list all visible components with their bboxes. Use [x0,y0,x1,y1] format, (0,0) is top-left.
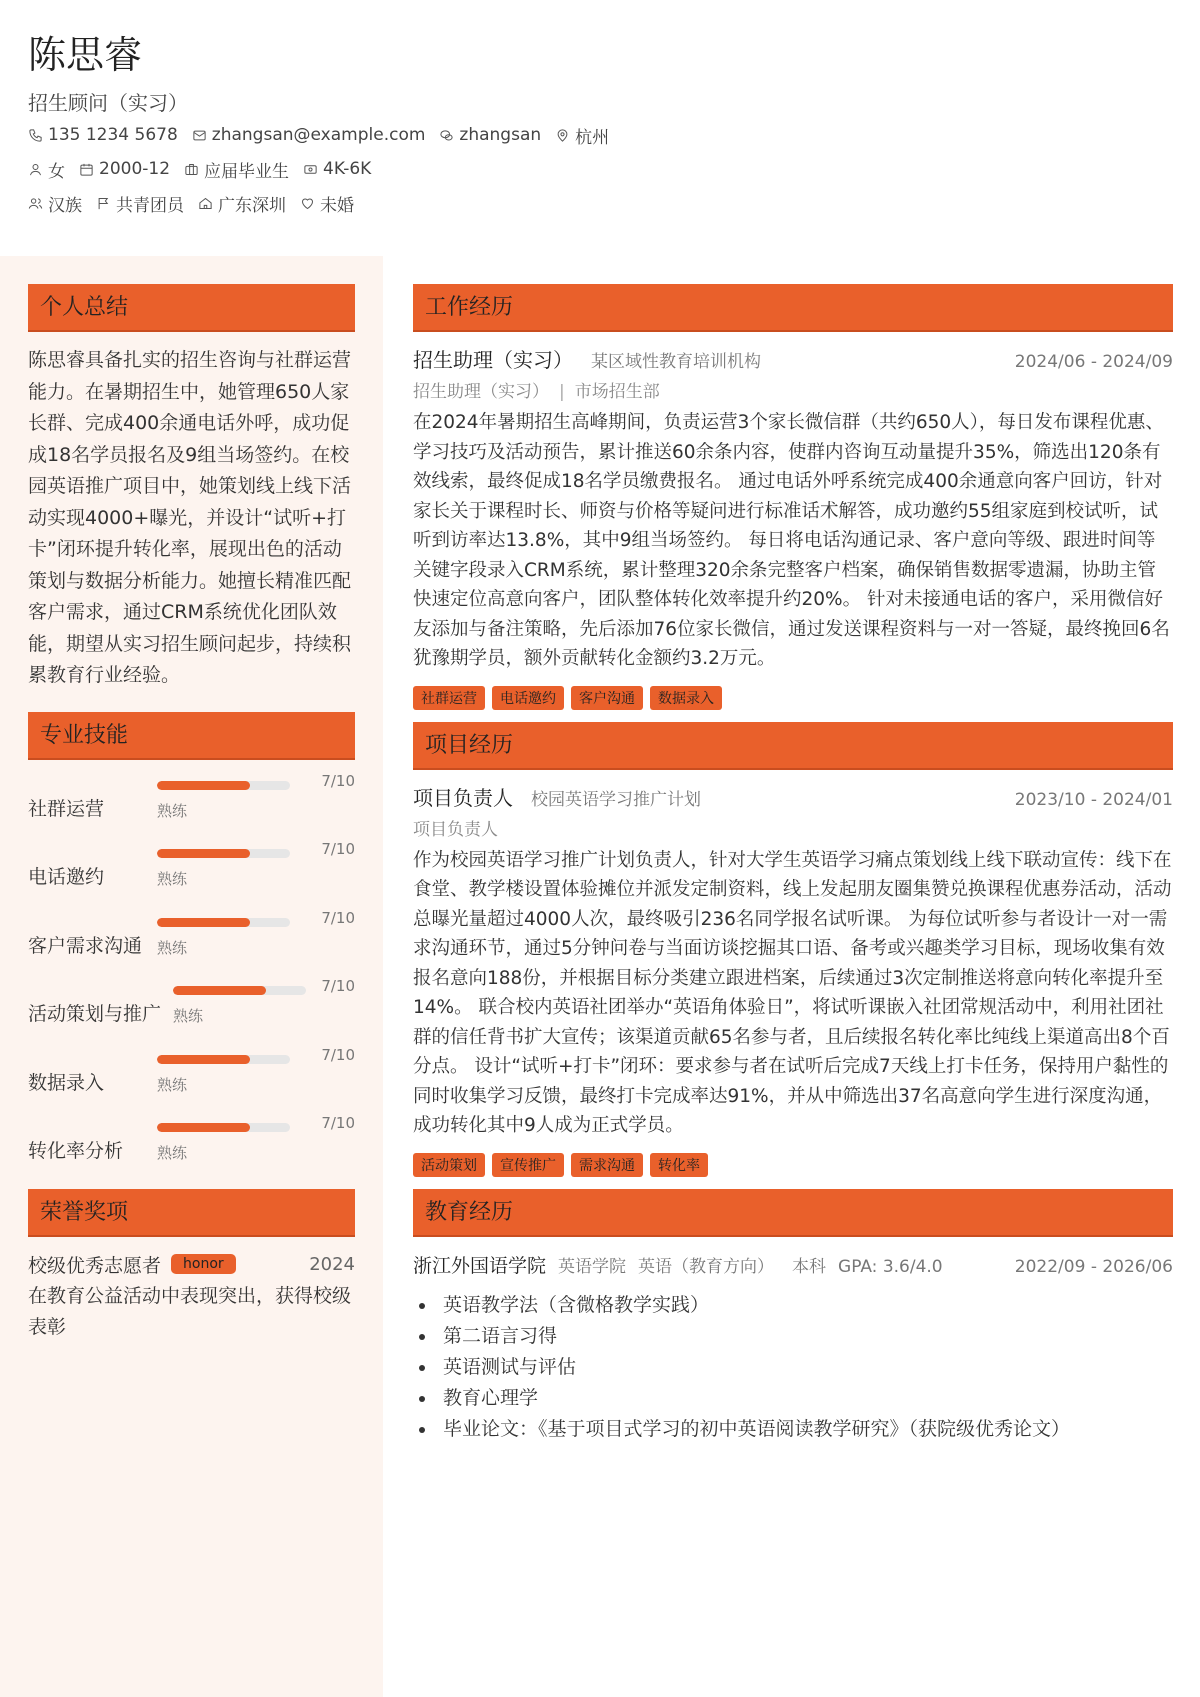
email-item [192,125,426,145]
honors-heading: 荣誉奖项 [28,1189,355,1237]
city-item [555,123,609,148]
course-list [413,1290,1173,1445]
skill-level: 熟练 [157,1144,188,1162]
major-name: 英语（教育方向） [638,1256,775,1277]
honor-title: 校级优秀志愿者 [28,1254,162,1277]
summary-text: 陈思睿具备扎实的招生咨询与社群运营能力。在暑期招生中，她管理650人家长群、完成400余通电话外呼，成功促成18名学员报名及9组当场签约。在校园英语推广项目中，她策划线上线下活动实现4000+曝光，并设计“试听+打卡”闭环提升转化率，展现出色的活动策划与数据分析能力。她擅长精准匹配客户需求，通过CRM系统优化团队效能，期望从实习招生顾问起步，持续积累教育行业经验。 [28,349,352,686]
group-icon [28,196,43,211]
home-icon [198,196,213,211]
project-heading: 项目经历 [413,722,1173,770]
skill-name: 转化率分析 [28,1140,124,1162]
honor-item [28,1251,355,1278]
work-sub-dept: 市场招生部 [574,382,660,402]
background-line [28,186,1178,220]
course-item: 教育心理学 [413,1383,1173,1414]
mail-icon [192,128,207,143]
phone-icon [28,128,43,143]
hometown-item [198,191,286,216]
skill-progress-fill [173,986,266,995]
email-text: zhangsan@example.com [211,125,426,145]
degree-name: 本科 [792,1256,827,1277]
project-description: 作为校园英语学习推广计划负责人，针对大学生英语学习痛点策划线上线下联动宣传：线下在食堂、教学楼设置体验摊位并派发定制资料，线上发起朋友圈集赞兑换课程优惠券活动，活动总曝光量超过4000人次，最终吸引236名同学报名试听课。 为每位试听参与者设计一对一需求沟通环节，通过5分钟问卷与当面访谈挖掘其口语、备考或兴趣类学习目标，现场收集有效报名意向188份，并根据目标分类建立跟进档案，后续通过3次定制推送将意向转化率提升至14%。 联合校内英语社团举办“英语角体验日”，将试听课嵌入社团常规活动中，利用社团社群的信任背书扩大宣传；该渠道贡献65名参与者，且后续报名转化率比纯线上渠道高出8个百分点。 设计“试听+打卡”闭环：要求参与者在试听后完成7天线上打卡任务，保持用户黏性的同时收集学习反馈，最终打卡完成率达91%，并从中筛选出37名高意向学生进行深度沟通，成功转化其中9人成为正式学员。 [413,849,1172,1136]
project-org: 校园英语学习推广计划 [531,789,701,810]
project-entry-header [413,782,1173,811]
skill-row [28,838,355,907]
phone-item [28,125,178,145]
work-sub-role: 招生助理（实习） [413,382,549,402]
honor-badge: honor [171,1254,236,1274]
wechat-item [439,125,541,145]
course-item: 毕业论文：《基于项目式学习的初中英语阅读教学研究》（获院级优秀论文） [413,1414,1173,1445]
city-text: 杭州 [575,127,610,148]
skill-level: 熟练 [157,1075,188,1094]
location-icon [555,128,570,143]
tag: 需求沟通 [571,1153,643,1177]
candidate-name: 陈思睿 [28,33,143,77]
work-description: 在2024年暑期招生高峰期间，负责运营3个家长微信群（共约650人），每日发布课程优惠、学习技巧及活动预告，累计推送60余条内容，使群内咨询互动量提升35%，筛选出120条有效线索，最终促成18名学员缴费报名。 通过电话外呼系统完成400余通意向客户回访，针对家长关于课程时长、师资与价格等疑问进行标准话术解答，成功邀约55组家庭到校试听，试听到访率达13.8%，其中9组当场签约。 每日将电话沟通记录、客户意向等级、跟进时间等关键字段录入CRM系统，累计整理320余条完整客户档案，确保销售数据零遗漏，协助主管快速定位高意向客户，团队整体转化效率提升约20%。 针对未接通电话的客户，采用微信好友添加与备注策略，先后添加76位家长微信，通过发送课程资料与一对一答疑，最终挽回6名犹豫期学员，额外贡献转化金额约3.2万元。 [413,412,1170,669]
wechat-icon [439,128,454,143]
ethnicity-item [28,191,82,216]
marital-text: 未婚 [320,195,354,216]
course-item: 英语教学法（含微格教学实践） [413,1290,1173,1321]
personal-line [28,152,1178,186]
status-text: 应届毕业生 [204,161,290,182]
gender-text: 女 [48,161,65,182]
marital-item [300,191,354,216]
work-title: 招生助理（实习） [413,348,573,372]
college-name: 英语学院 [558,1256,627,1277]
tag: 宣传推广 [492,1153,564,1177]
tag: 数据录入 [650,686,722,710]
briefcase-icon [184,162,199,177]
hometown-text: 广东深圳 [218,195,286,216]
skill-progress-bar [157,1055,290,1064]
skill-row [28,975,355,1044]
flag-icon [96,196,111,211]
skill-name: 数据录入 [28,1071,105,1094]
skill-progress-bar [157,1123,290,1132]
work-date: 2024/06 - 2024/09 [1014,352,1173,372]
status-item [184,157,289,182]
school-name: 浙江外国语学院 [413,1254,547,1277]
skill-name: 活动策划与推广 [28,1003,162,1025]
work-tags [413,686,1173,710]
project-sub-role: 项目负责人 [413,819,498,840]
tag: 活动策划 [413,1153,485,1177]
birth-item [79,159,170,179]
project-date: 2023/10 - 2024/01 [1014,789,1173,810]
skill-score: 7/10 [321,771,355,790]
skill-progress-fill [157,918,250,927]
education-entry-header [413,1251,1173,1278]
money-icon [303,162,318,177]
skill-name: 客户需求沟通 [28,934,143,957]
skill-progress-bar [157,781,290,790]
skill-score: 7/10 [321,1114,355,1132]
birth-text: 2000-12 [99,159,171,179]
summary-heading: 个人总结 [28,284,355,332]
skill-score: 7/10 [321,908,355,927]
skill-progress-fill [157,849,250,858]
skill-score: 7/10 [321,977,355,995]
skill-progress-fill [157,781,250,790]
skill-level: 熟练 [157,870,188,888]
tag: 转化率 [650,1153,708,1177]
skill-progress-fill [157,1055,250,1064]
education-date: 2022/09 - 2026/06 [1014,1256,1173,1277]
project-title: 项目负责人 [413,785,513,810]
phone-text: 135 1234 5678 [48,125,178,145]
skill-score: 7/10 [321,1045,355,1064]
skill-progress-bar [157,918,290,927]
contact-line [28,118,1178,152]
project-subline [413,815,1173,840]
salary-item [303,159,371,179]
skill-name: 电话邀约 [28,866,105,888]
person-icon [28,162,43,177]
tag: 电话邀约 [492,686,564,710]
sidebar [28,284,355,1343]
work-sub-separator: | [559,382,565,402]
skill-progress-bar [173,986,306,995]
gender-item [28,157,65,182]
skill-row [28,770,355,839]
political-text: 共青团员 [116,195,184,216]
salary-text: 4K-6K [323,159,372,179]
work-entry-header [413,344,1173,373]
ethnicity-text: 汉族 [48,195,82,216]
work-heading: 工作经历 [413,284,1173,332]
skill-name: 社群运营 [28,797,105,820]
main-content [413,284,1173,1445]
education-heading: 教育经历 [413,1189,1173,1237]
wechat-text: zhangsan [459,125,542,145]
skill-progress-bar [157,849,290,858]
tag: 客户沟通 [571,686,643,710]
course-item: 第二语言习得 [413,1321,1173,1352]
calendar-icon [79,162,94,177]
skills-list [28,770,355,1181]
skill-level: 熟练 [157,938,188,957]
political-item [96,191,184,216]
skill-row [28,907,355,976]
honor-year: 2024 [309,1253,355,1275]
honor-description: 在教育公益活动中表现突出，获得校级表彰 [28,1284,352,1338]
target-role: 招生顾问（实习） [28,91,188,115]
heart-icon [300,196,315,211]
skill-progress-fill [157,1123,250,1132]
course-item: 英语测试与评估 [413,1352,1173,1383]
skills-heading: 专业技能 [28,712,355,760]
tag: 社群运营 [413,686,485,710]
resume-header [28,30,1178,220]
skill-score: 7/10 [321,840,355,858]
work-subline [413,377,1173,402]
skill-level: 熟练 [157,801,188,820]
skill-row [28,1044,355,1113]
work-org: 某区域性教育培训机构 [591,352,761,372]
gpa-value: GPA: 3.6/4.0 [838,1256,943,1277]
skill-level: 熟练 [173,1007,204,1025]
skill-row [28,1112,355,1181]
project-tags [413,1153,1173,1177]
